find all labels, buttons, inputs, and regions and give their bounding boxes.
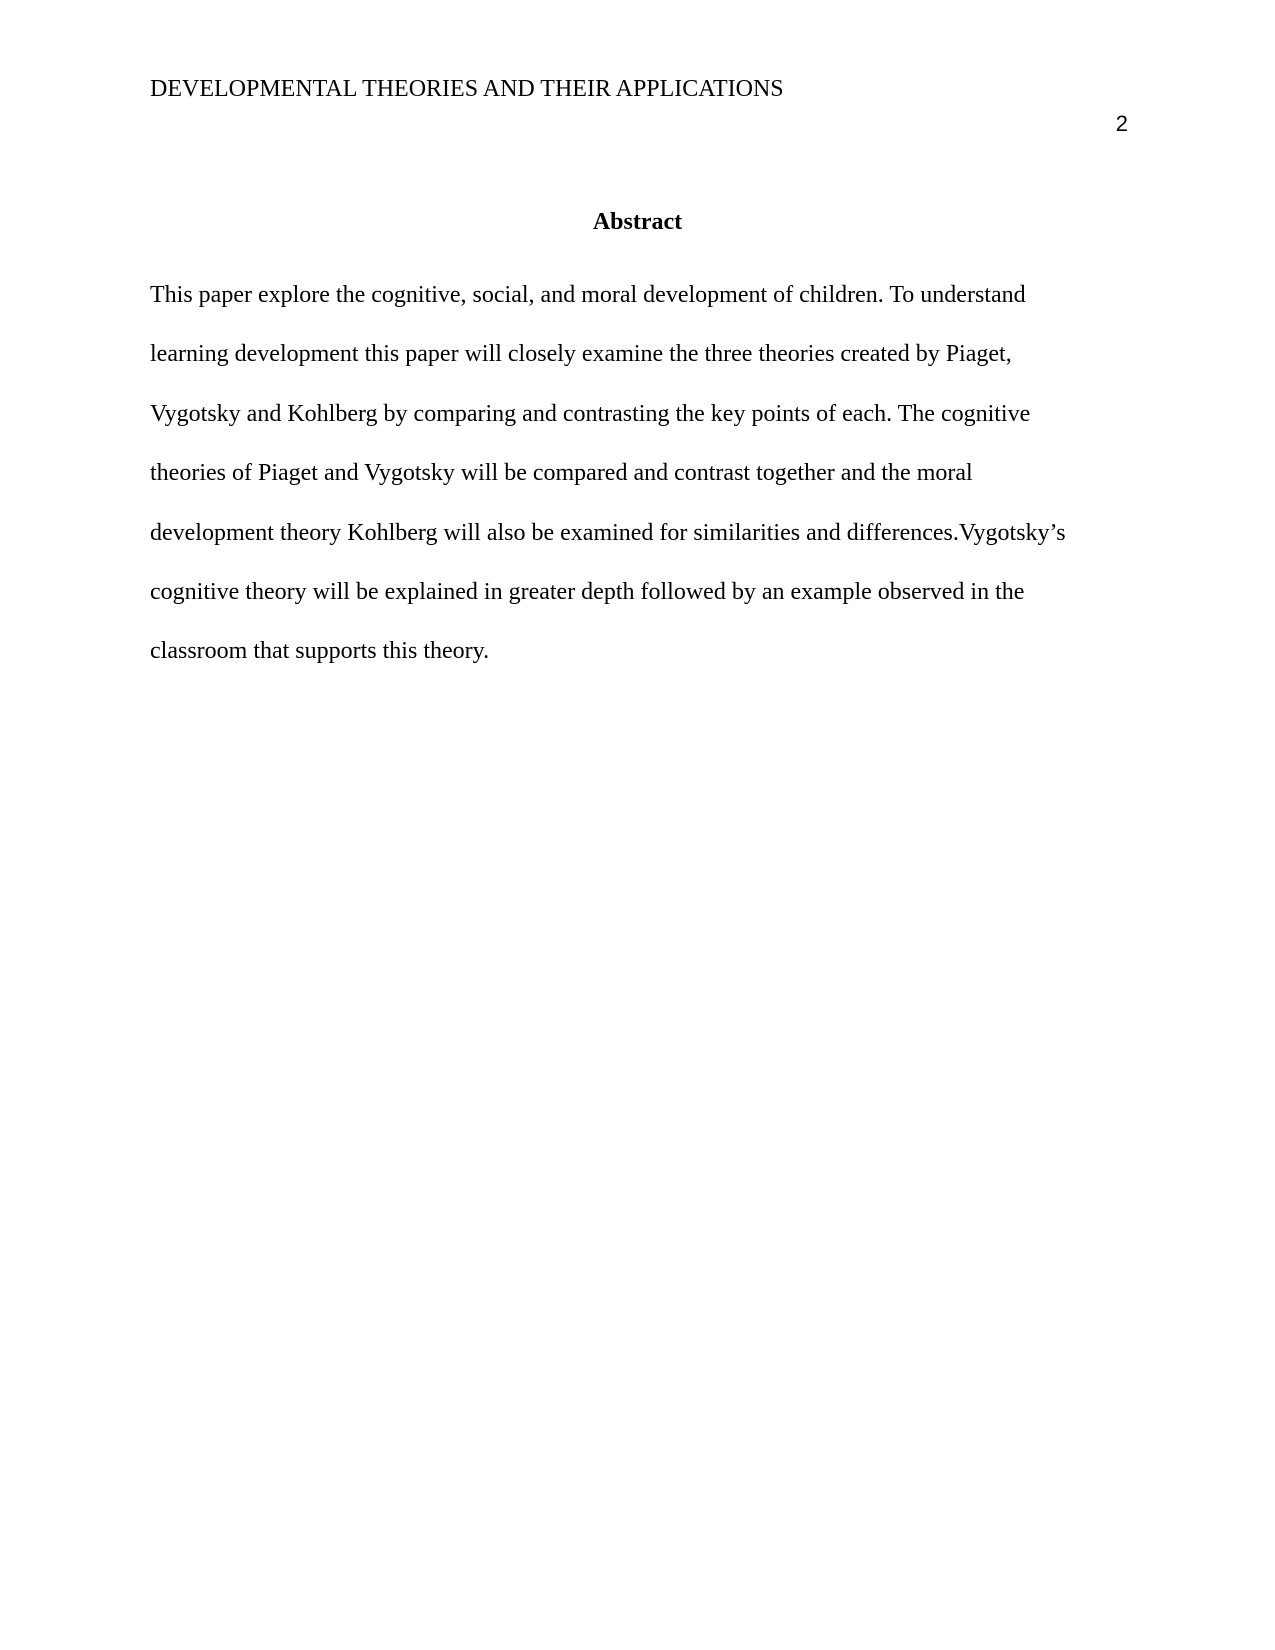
abstract-line: Vygotsky and Kohlberg by comparing and contrasting the key points of each. The cognitive — [150, 400, 1031, 427]
abstract-paragraph — [150, 266, 1125, 682]
abstract-title: Abstract — [592, 209, 683, 235]
abstract-line: cognitive theory will be explained in greater depth followed by an example observed in the — [150, 578, 1025, 605]
abstract-line: theories of Piaget and Vygotsky will be compared and contrast together and the moral — [150, 460, 973, 487]
running-head: DEVELOPMENTAL THEORIES AND THEIR APPLICATIONS — [150, 76, 784, 102]
abstract-line: learning development this paper will closely examine the three theories created by Piaget, — [150, 341, 1012, 368]
page-number: 2 — [1115, 111, 1128, 136]
abstract-line: classroom that supports this theory. — [150, 638, 490, 665]
abstract-line: This paper explore the cognitive, social, and moral development of children. To understand — [150, 282, 1026, 308]
abstract-line: development theory Kohlberg will also be examined for similarities and differences.Vygotsky’s — [150, 519, 1066, 546]
